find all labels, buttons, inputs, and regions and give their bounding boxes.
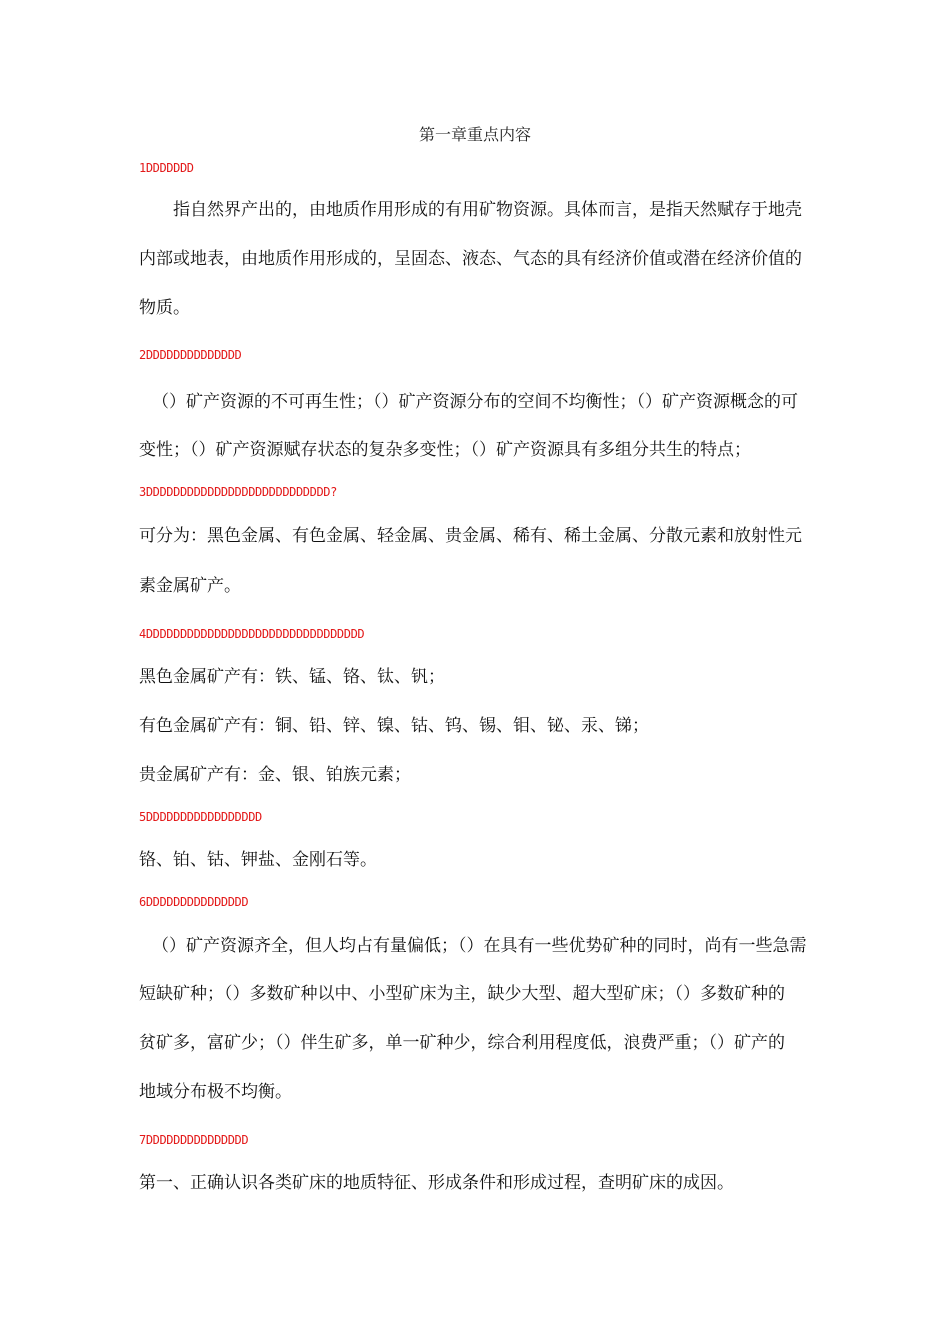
paragraph-line: 黑色金属矿产有：铁、锰、铬、钛、钒； [139, 667, 445, 687]
paragraph-line: 可分为：黑色金属、有色金属、轻金属、贵金属、稀有、稀土金属、分散元素和放射性元 [139, 526, 802, 546]
paragraph-line: 铬、铂、钴、钾盐、金刚石等。 [139, 850, 377, 870]
paragraph-line: 内部或地表，由地质作用形成的，呈固态、液态、气态的具有经济价值或潜在经济价值的 [139, 249, 802, 269]
section-heading-1: 1DDDDDDD [139, 161, 194, 175]
paragraph-line: 第一、正确认识各类矿床的地质特征、形成条件和形成过程，查明矿床的成因。 [139, 1173, 734, 1193]
section-heading-2: 2DDDDDDDDDDDDDD [139, 348, 242, 362]
paragraph-line: 指自然界产出的，由地质作用形成的有用矿物资源。具体而言，是指天然赋存于地壳 [173, 200, 802, 220]
paragraph-line: 贵金属矿产有：金、银、铂族元素； [139, 765, 411, 785]
paragraph-line: 有色金属矿产有：铜、铅、锌、镍、钴、钨、锡、钼、铋、汞、锑； [139, 716, 649, 736]
paragraph-line: 地域分布极不均衡。 [139, 1082, 292, 1102]
paragraph-line: 短缺矿种；（）多数矿种以中、小型矿床为主，缺少大型、超大型矿床；（）多数矿种的 [139, 984, 785, 1004]
paragraph-line: 物质。 [139, 298, 190, 318]
page-title: 第一章重点内容 [418, 125, 531, 144]
paragraph-line: （）矿产资源齐全，但人均占有量偏低；（）在具有一些优势矿种的同时，尚有一些急需 [152, 936, 807, 956]
paragraph-line: 变性；（）矿产资源赋存状态的复杂多变性；（）矿产资源具有多组分共生的特点； [139, 440, 751, 460]
paragraph-line: 素金属矿产。 [139, 576, 241, 596]
section-heading-4: 4DDDDDDDDDDDDDDDDDDDDDDDDDDDDDDDD [139, 627, 365, 641]
section-heading-5: 5DDDDDDDDDDDDDDDDD [139, 810, 262, 824]
section-heading-3: 3DDDDDDDDDDDDDDDDDDDDDDDDDDD? [139, 485, 337, 499]
paragraph-line: （）矿产资源的不可再生性；（）矿产资源分布的空间不均衡性；（）矿产资源概念的可 [152, 392, 798, 412]
paragraph-line: 贫矿多，富矿少；（）伴生矿多，单一矿种少，综合利用程度低，浪费严重；（）矿产的 [139, 1033, 785, 1053]
section-heading-7: 7DDDDDDDDDDDDDDD [139, 1133, 249, 1147]
section-heading-6: 6DDDDDDDDDDDDDDD [139, 895, 249, 909]
